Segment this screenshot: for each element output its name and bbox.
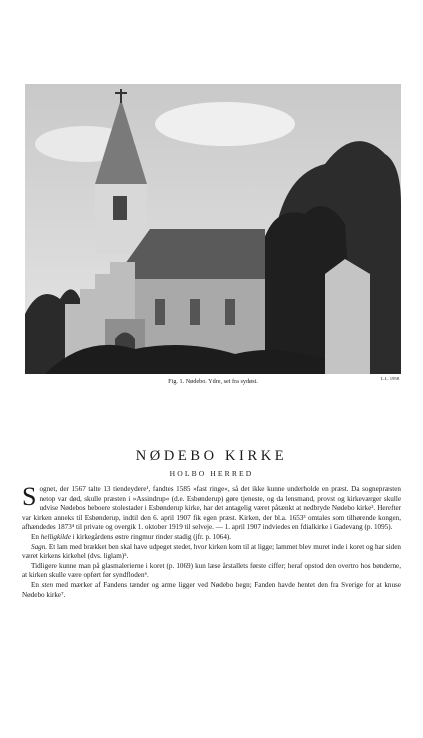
- church-photograph: [25, 84, 401, 374]
- paragraph-stone: [22, 581, 401, 600]
- paragraph-history-text: ognet, der 1567 talte 13 tiendeydere¹, fandtes 1585 »fast ringe«, så det ikke kunne underholde en præst. Da sognepræsten netop var død, skulle præsten i »Assindrup« (d.e. Esbønderup) gøre tjeneste, og da lensmand, provst og kirkeværger skulle udvise Nødebos beboere stolestader i Esbønderup kirke, har det antagelig været påtænkt at nedbryde Nødebo kirke². Herefter var kirken anneks til Esbønderup, indtil den 6. april 1907 fik egen præst. Kirken, der bl.a. 1653³ omtales som tilhørende kongen, afhændedes 1873⁴ til private og overgik 1. oktober 1919 til selveje. — 1. april 1907 indviedes en fdialkirke i Gadevang (p. 1095).: [22, 485, 401, 532]
- body-text: [22, 482, 401, 600]
- paragraph-legend-text: Et lam med brækket ben skal have udpeget stedet, hvor kirken kom til at ligge; lammet blev muret inde i koret og har siden været kirkens kirkehel (dvs. liglam)⁵.: [22, 542, 401, 561]
- page-subtitle: HOLBO HERRED: [169, 469, 254, 478]
- term-sten: sten: [41, 580, 54, 589]
- drop-cap: S: [22, 482, 37, 511]
- paragraph-history: [22, 482, 401, 533]
- paragraph-spring-text: i kirkegårdens østre ringmur rinder stadig (jfr. p. 1064).: [70, 532, 232, 541]
- church-exterior-image: [25, 84, 401, 374]
- paragraph-stone-lead: En: [31, 580, 42, 589]
- paragraph-spring: [22, 533, 401, 543]
- term-sagn: Sagn.: [31, 542, 48, 551]
- paragraph-glass: Tidligere kunne man på glasmalerierne i koret (p. 1069) kun læse årstallets første ciffer; heraf opstod den overtro hos bønderne, at kirken skulle være opført før syndfloden⁶.: [22, 561, 401, 580]
- paragraph-stone-text: med mærker af Fandens tænder og arme ligger ved Nødebo hegn; Fanden havde hentet den fra Sverige for at knuse Nødebo kirke⁷.: [22, 580, 401, 599]
- term-helligkilde: helligkilde: [40, 532, 71, 541]
- page-title: NØDEBO KIRKE: [135, 448, 288, 464]
- figure-caption: Fig. 1. Nødebo. Ydre, set fra sydøst.: [168, 378, 258, 385]
- paragraph-spring-lead: En: [31, 532, 41, 541]
- photo-credit: L.L. 1958: [380, 376, 399, 381]
- paragraph-legend: [22, 543, 401, 562]
